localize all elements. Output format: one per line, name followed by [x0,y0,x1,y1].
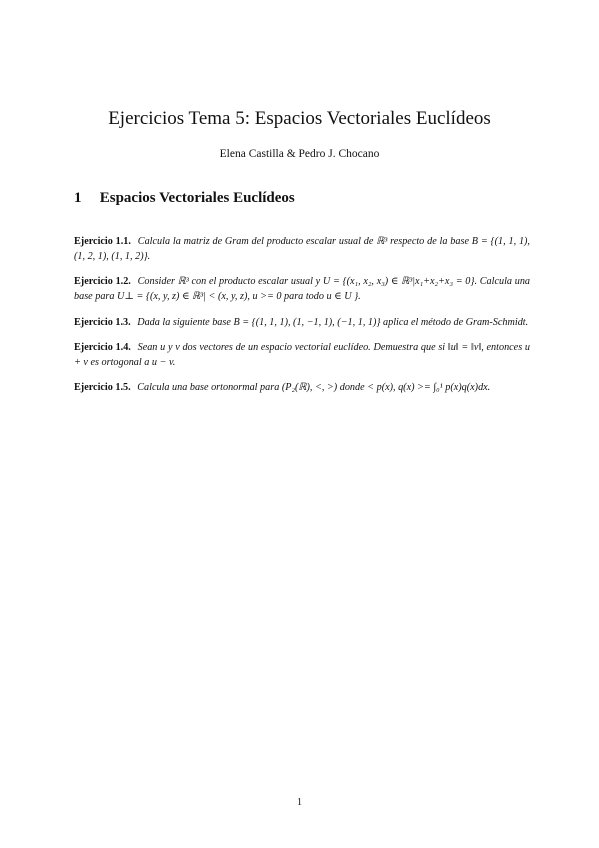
exercise-label: Ejercicio 1.4. [74,341,131,353]
exercise-text: Dada la siguiente base B = {(1, 1, 1), (1, −1, 1), (−1, 1, 1)} aplica el método de Gram-Schmidt. [137,316,529,328]
exercise-text: Sean u y v dos vectores de un espacio vectorial euclídeo. Demuestra que si ‖u‖ = ‖v‖, entonces u + v es ortogonal a u − v. [74,341,530,368]
section-title: Espacios Vectoriales Euclídeos [99,190,295,206]
exercise-label: Ejercicio 1.3. [74,316,131,328]
exercise-item [74,274,530,304]
document-authors: Elena Castilla & Pedro J. Chocano [219,148,380,160]
exercise-item [74,340,530,370]
section-number: 1 [74,190,82,206]
exercise-item [74,315,530,330]
exercise-label: Ejercicio 1.1. [74,236,131,248]
exercise-label: Ejercicio 1.2. [74,276,131,288]
section-heading [74,190,295,207]
exercise-label: Ejercicio 1.5. [74,381,131,393]
exercise-list [74,224,530,401]
document-title: Ejercicios Tema 5: Espacios Vectoriales Euclídeos [108,108,491,129]
exercise-item [74,380,530,395]
exercise-text: Calcula la matriz de Gram del producto escalar usual de ℝ³ respecto de la base B = {(1, 1, 1), (1, 2, 1), (1, 1, 2)}. [74,236,530,263]
page-number: 1 [297,797,302,808]
exercise-item [74,234,530,264]
exercise-text: Calcula una base ortonormal para (P₂(ℝ), <, >) donde < p(x), q(x) >= ∫₀¹ p(x)q(x)dx. [137,381,491,393]
exercise-text: Consider ℝ³ con el producto escalar usual y U = {(x₁, x₂, x₃) ∈ ℝ³|x₁+x₂+x₃ = 0}. Calcula una base para U⊥ = {(x, y, z) ∈ ℝ³| < (x, y, z), u >= 0 para todo u ∈ U }. [74,276,531,303]
